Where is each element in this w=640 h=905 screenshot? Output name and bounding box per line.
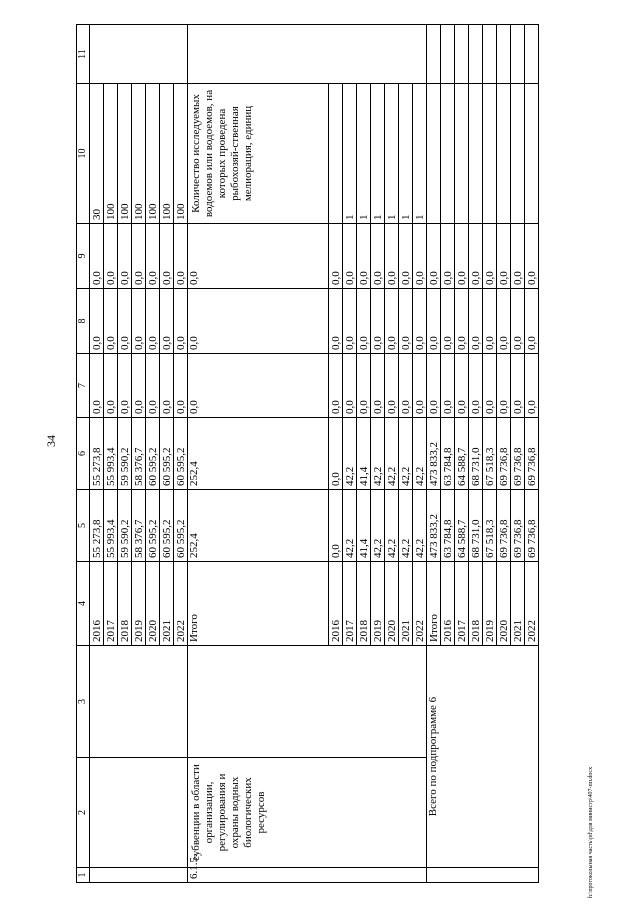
value-cell: 42,2 (413, 490, 427, 562)
total-value-cell: 0,0 (427, 289, 441, 354)
total-value-cell: 0,0 (427, 354, 441, 418)
value-cell: 0,0 (357, 354, 371, 418)
table-cell (90, 646, 188, 758)
total-label: Итого (188, 562, 329, 646)
indicator-value-cell: 100 (174, 84, 188, 224)
value-cell: 55 993,4 (104, 490, 118, 562)
value-cell: 0,0 (132, 354, 146, 418)
value-cell: 0,0 (469, 354, 483, 418)
value-cell: 0,0 (469, 224, 483, 289)
value-cell: 0,0 (483, 224, 497, 289)
value-cell: 0,0 (497, 224, 511, 289)
value-cell: 0,0 (455, 354, 469, 418)
total-value-cell: 0,0 (188, 354, 329, 418)
table-cell (511, 25, 525, 84)
value-cell: 0,0 (343, 354, 357, 418)
value-cell: 0,0 (146, 289, 160, 354)
value-cell: 41,4 (357, 490, 371, 562)
value-cell: 69 736,8 (511, 490, 525, 562)
value-cell: 0,0 (90, 354, 104, 418)
table-cell (469, 25, 483, 84)
year-cell: 2016 (329, 562, 343, 646)
indicator-value-cell: 1 (357, 84, 371, 224)
year-cell: 2019 (371, 562, 385, 646)
table-cell (188, 25, 427, 84)
year-cell: 2016 (441, 562, 455, 646)
value-cell: 59 590,2 (118, 418, 132, 490)
year-cell: 2016 (90, 562, 104, 646)
value-cell: 0,0 (329, 418, 343, 490)
table-cell (188, 646, 427, 758)
footer-file-path: h:\протоколыная часть\pd\для министр\407-пп.docx (588, 766, 594, 898)
value-cell: 64 588,7 (455, 490, 469, 562)
value-cell: 42,2 (385, 490, 399, 562)
value-cell: 0,0 (146, 354, 160, 418)
table-cell (483, 84, 497, 224)
value-cell: 0,0 (483, 354, 497, 418)
column-header: 11 (77, 25, 90, 84)
table-body (77, 25, 539, 883)
value-cell: 42,2 (343, 490, 357, 562)
value-cell: 0,0 (343, 224, 357, 289)
table-cell (427, 84, 441, 224)
subprogram-label: Всего по подпрограмме 6 (427, 646, 539, 868)
value-cell: 69 736,8 (511, 418, 525, 490)
value-cell: 63 784,8 (441, 418, 455, 490)
value-cell: 60 595,2 (174, 418, 188, 490)
year-cell: 2020 (146, 562, 160, 646)
indicator-value-cell: 30 (90, 84, 104, 224)
value-cell: 0,0 (90, 289, 104, 354)
value-cell: 64 588,7 (455, 418, 469, 490)
budget-table (76, 24, 539, 883)
value-cell: 0,0 (469, 289, 483, 354)
value-cell: 0,0 (174, 354, 188, 418)
value-cell: 60 595,2 (160, 418, 174, 490)
subprogram-total-row (427, 25, 441, 883)
value-cell: 69 736,8 (525, 490, 539, 562)
value-cell: 0,0 (497, 354, 511, 418)
value-cell: 0,0 (511, 224, 525, 289)
year-cell: 2017 (455, 562, 469, 646)
value-cell: 0,0 (343, 289, 357, 354)
value-cell: 58 376,7 (132, 490, 146, 562)
header-row (77, 25, 90, 883)
year-cell: 2021 (511, 562, 525, 646)
page-number: 34 (44, 435, 58, 447)
table-cell (427, 25, 441, 84)
table-cell (441, 84, 455, 224)
total-label: Итого (427, 562, 441, 646)
value-cell: 55 273,8 (90, 418, 104, 490)
table-cell (455, 25, 469, 84)
value-cell: 0,0 (329, 224, 343, 289)
year-cell: 2021 (399, 562, 413, 646)
value-cell: 0,0 (441, 354, 455, 418)
value-cell: 0,0 (104, 354, 118, 418)
year-cell: 2020 (497, 562, 511, 646)
column-header: 7 (77, 354, 90, 418)
indicator-value-cell: 100 (104, 84, 118, 224)
value-cell: 0,0 (399, 289, 413, 354)
year-cell: 2022 (525, 562, 539, 646)
value-cell: 42,2 (413, 418, 427, 490)
value-cell: 0,0 (146, 224, 160, 289)
value-cell: 0,0 (160, 289, 174, 354)
table-cell (483, 25, 497, 84)
year-cell: 2021 (160, 562, 174, 646)
value-cell: 0,0 (511, 354, 525, 418)
value-cell: 60 595,2 (174, 490, 188, 562)
table-cell (427, 868, 539, 883)
value-cell: 41,4 (357, 418, 371, 490)
item-name: субвенции в области организации, регулирования и охраны водных биологических ресурсов (188, 758, 427, 868)
value-cell: 0,0 (441, 224, 455, 289)
total-value-cell: 252,4 (188, 490, 329, 562)
value-cell: 0,0 (90, 224, 104, 289)
value-cell: 0,0 (455, 289, 469, 354)
value-cell: 0,0 (118, 354, 132, 418)
value-cell: 0,0 (371, 289, 385, 354)
value-cell: 0,0 (399, 354, 413, 418)
total-value-cell: 0,0 (188, 224, 329, 289)
year-cell: 2017 (104, 562, 118, 646)
column-header: 5 (77, 490, 90, 562)
table-cell (525, 25, 539, 84)
value-cell: 0,0 (413, 289, 427, 354)
indicator-value-cell: 100 (160, 84, 174, 224)
table-cell (90, 25, 188, 84)
column-header: 1 (77, 868, 90, 883)
value-cell: 0,0 (413, 224, 427, 289)
table-cell (497, 84, 511, 224)
value-cell: 0,0 (104, 224, 118, 289)
column-header: 8 (77, 289, 90, 354)
rotated-page (76, 25, 582, 883)
table-cell (90, 868, 188, 883)
year-cell: 2022 (174, 562, 188, 646)
value-cell: 0,0 (399, 224, 413, 289)
year-cell: 2020 (385, 562, 399, 646)
indicator-value-cell: 1 (371, 84, 385, 224)
value-cell: 55 273,8 (90, 490, 104, 562)
year-cell: 2018 (469, 562, 483, 646)
value-cell: 42,2 (399, 490, 413, 562)
value-cell: 0,0 (455, 224, 469, 289)
indicator-value-cell: 100 (132, 84, 146, 224)
value-cell: 67 518,3 (483, 418, 497, 490)
value-cell: 0,0 (329, 490, 343, 562)
value-cell: 42,2 (343, 418, 357, 490)
table-cell (525, 84, 539, 224)
total-value-cell: 0,0 (188, 289, 329, 354)
column-header: 6 (77, 418, 90, 490)
value-cell: 0,0 (174, 289, 188, 354)
table-cell (90, 758, 188, 868)
table-row (90, 25, 104, 883)
value-cell: 0,0 (118, 224, 132, 289)
year-cell: 2022 (413, 562, 427, 646)
value-cell: 60 595,2 (160, 490, 174, 562)
value-cell: 69 736,8 (497, 418, 511, 490)
value-cell: 68 731,0 (469, 418, 483, 490)
value-cell: 68 731,0 (469, 490, 483, 562)
value-cell: 0,0 (371, 354, 385, 418)
value-cell: 0,0 (357, 289, 371, 354)
table-cell (441, 25, 455, 84)
column-header: 3 (77, 646, 90, 758)
value-cell: 59 590,2 (118, 490, 132, 562)
value-cell: 0,0 (525, 289, 539, 354)
value-cell: 0,0 (160, 224, 174, 289)
value-cell: 69 736,8 (525, 418, 539, 490)
year-cell: 2019 (483, 562, 497, 646)
value-cell: 0,0 (525, 224, 539, 289)
indicator-value-cell: 100 (118, 84, 132, 224)
value-cell: 0,0 (329, 289, 343, 354)
value-cell: 0,0 (118, 289, 132, 354)
year-cell: 2017 (343, 562, 357, 646)
value-cell: 58 376,7 (132, 418, 146, 490)
value-cell: 42,2 (371, 490, 385, 562)
total-value-cell: 473 833,2 (427, 490, 441, 562)
value-cell: 0,0 (329, 354, 343, 418)
value-cell: 42,2 (399, 418, 413, 490)
year-cell: 2018 (118, 562, 132, 646)
item-number: 6.1.5. (188, 868, 427, 883)
value-cell: 42,2 (385, 418, 399, 490)
indicator-value-cell: 1 (343, 84, 357, 224)
table-cell (469, 84, 483, 224)
column-header: 9 (77, 224, 90, 289)
total-value-cell: 473 833,2 (427, 418, 441, 490)
value-cell: 0,0 (174, 224, 188, 289)
item-total-row (188, 25, 329, 883)
value-cell: 42,2 (371, 418, 385, 490)
indicator-value-cell (329, 84, 343, 224)
value-cell: 0,0 (160, 354, 174, 418)
indicator-value-cell: 100 (146, 84, 160, 224)
value-cell: 0,0 (357, 224, 371, 289)
indicator-value-cell: 1 (413, 84, 427, 224)
value-cell: 0,0 (385, 289, 399, 354)
total-value-cell: 252,4 (188, 418, 329, 490)
value-cell: 0,0 (511, 289, 525, 354)
value-cell: 67 518,3 (483, 490, 497, 562)
table-cell (455, 84, 469, 224)
value-cell: 0,0 (371, 224, 385, 289)
indicator-name: Количество исследуемых водоемов или водоемов, на которых проведена рыбохозяй-ственная мелиорация, единиц (188, 84, 329, 224)
total-value-cell: 0,0 (427, 224, 441, 289)
value-cell: 0,0 (497, 289, 511, 354)
value-cell: 0,0 (132, 224, 146, 289)
value-cell: 0,0 (385, 354, 399, 418)
value-cell: 63 784,8 (441, 490, 455, 562)
indicator-value-cell: 1 (399, 84, 413, 224)
table-cell (497, 25, 511, 84)
value-cell: 0,0 (525, 354, 539, 418)
column-header: 10 (77, 84, 90, 224)
value-cell: 0,0 (441, 289, 455, 354)
value-cell: 0,0 (104, 289, 118, 354)
value-cell: 0,0 (132, 289, 146, 354)
value-cell: 69 736,8 (497, 490, 511, 562)
value-cell: 0,0 (483, 289, 497, 354)
value-cell: 60 595,2 (146, 418, 160, 490)
column-header: 4 (77, 562, 90, 646)
year-cell: 2019 (132, 562, 146, 646)
value-cell: 55 993,4 (104, 418, 118, 490)
year-cell: 2018 (357, 562, 371, 646)
value-cell: 0,0 (413, 354, 427, 418)
value-cell: 60 595,2 (146, 490, 160, 562)
column-header: 2 (77, 758, 90, 868)
value-cell: 0,0 (385, 224, 399, 289)
indicator-value-cell: 1 (385, 84, 399, 224)
table-cell (511, 84, 525, 224)
